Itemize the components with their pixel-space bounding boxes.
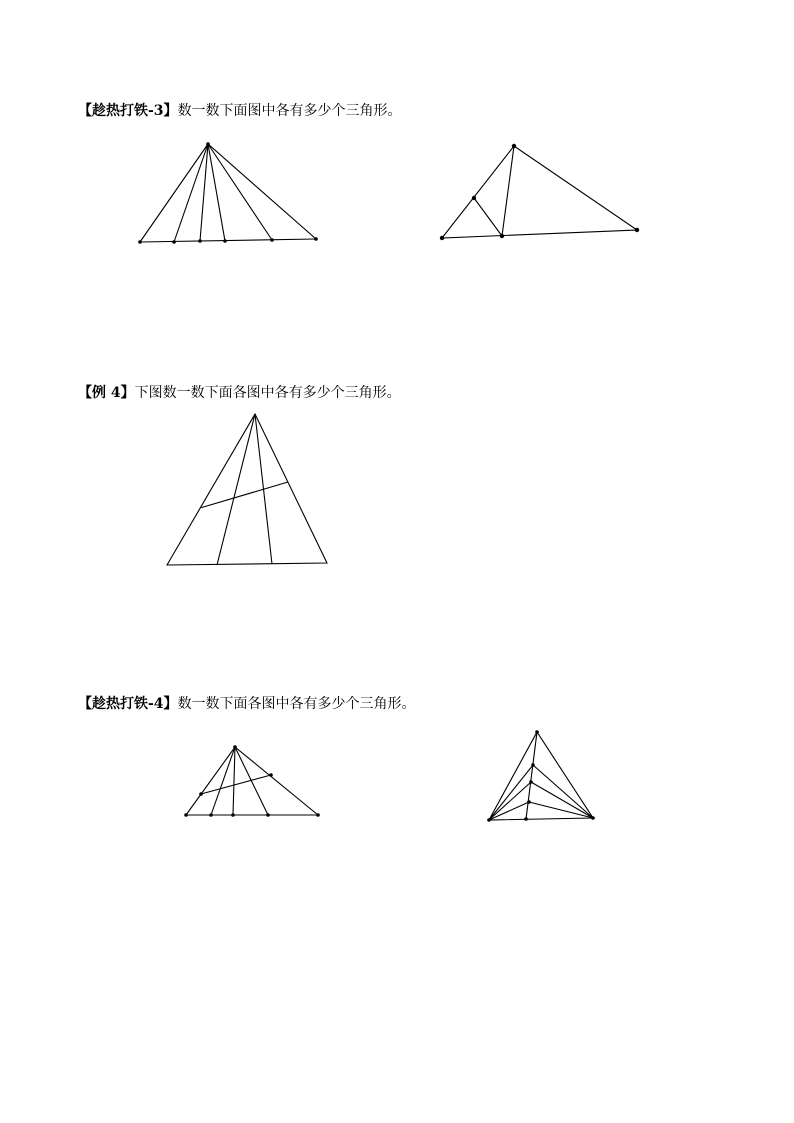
- problem-3-text: 数一数下面各图中各有多少个三角形。: [177, 696, 416, 712]
- problem-1-tag: 【趁热打铁-3】: [78, 103, 178, 119]
- problem-2-tag: 【例 4】: [78, 385, 135, 401]
- problem-3-tag: 【趁热打铁-4】: [78, 696, 178, 712]
- figure-3-example-triangle: [167, 414, 327, 565]
- figure-2-triangle-with-segments: [440, 144, 639, 240]
- problem-1-text: 数一数下面图中各有多少个三角形。: [177, 103, 402, 119]
- figure-4-fan-triangle-crossed: [184, 745, 320, 817]
- figure-1-fan-triangle: [138, 142, 318, 244]
- figure-5-nested-triangles: [487, 730, 595, 822]
- problem-2-text: 下图数一数下面各图中各有多少个三角形。: [134, 385, 401, 401]
